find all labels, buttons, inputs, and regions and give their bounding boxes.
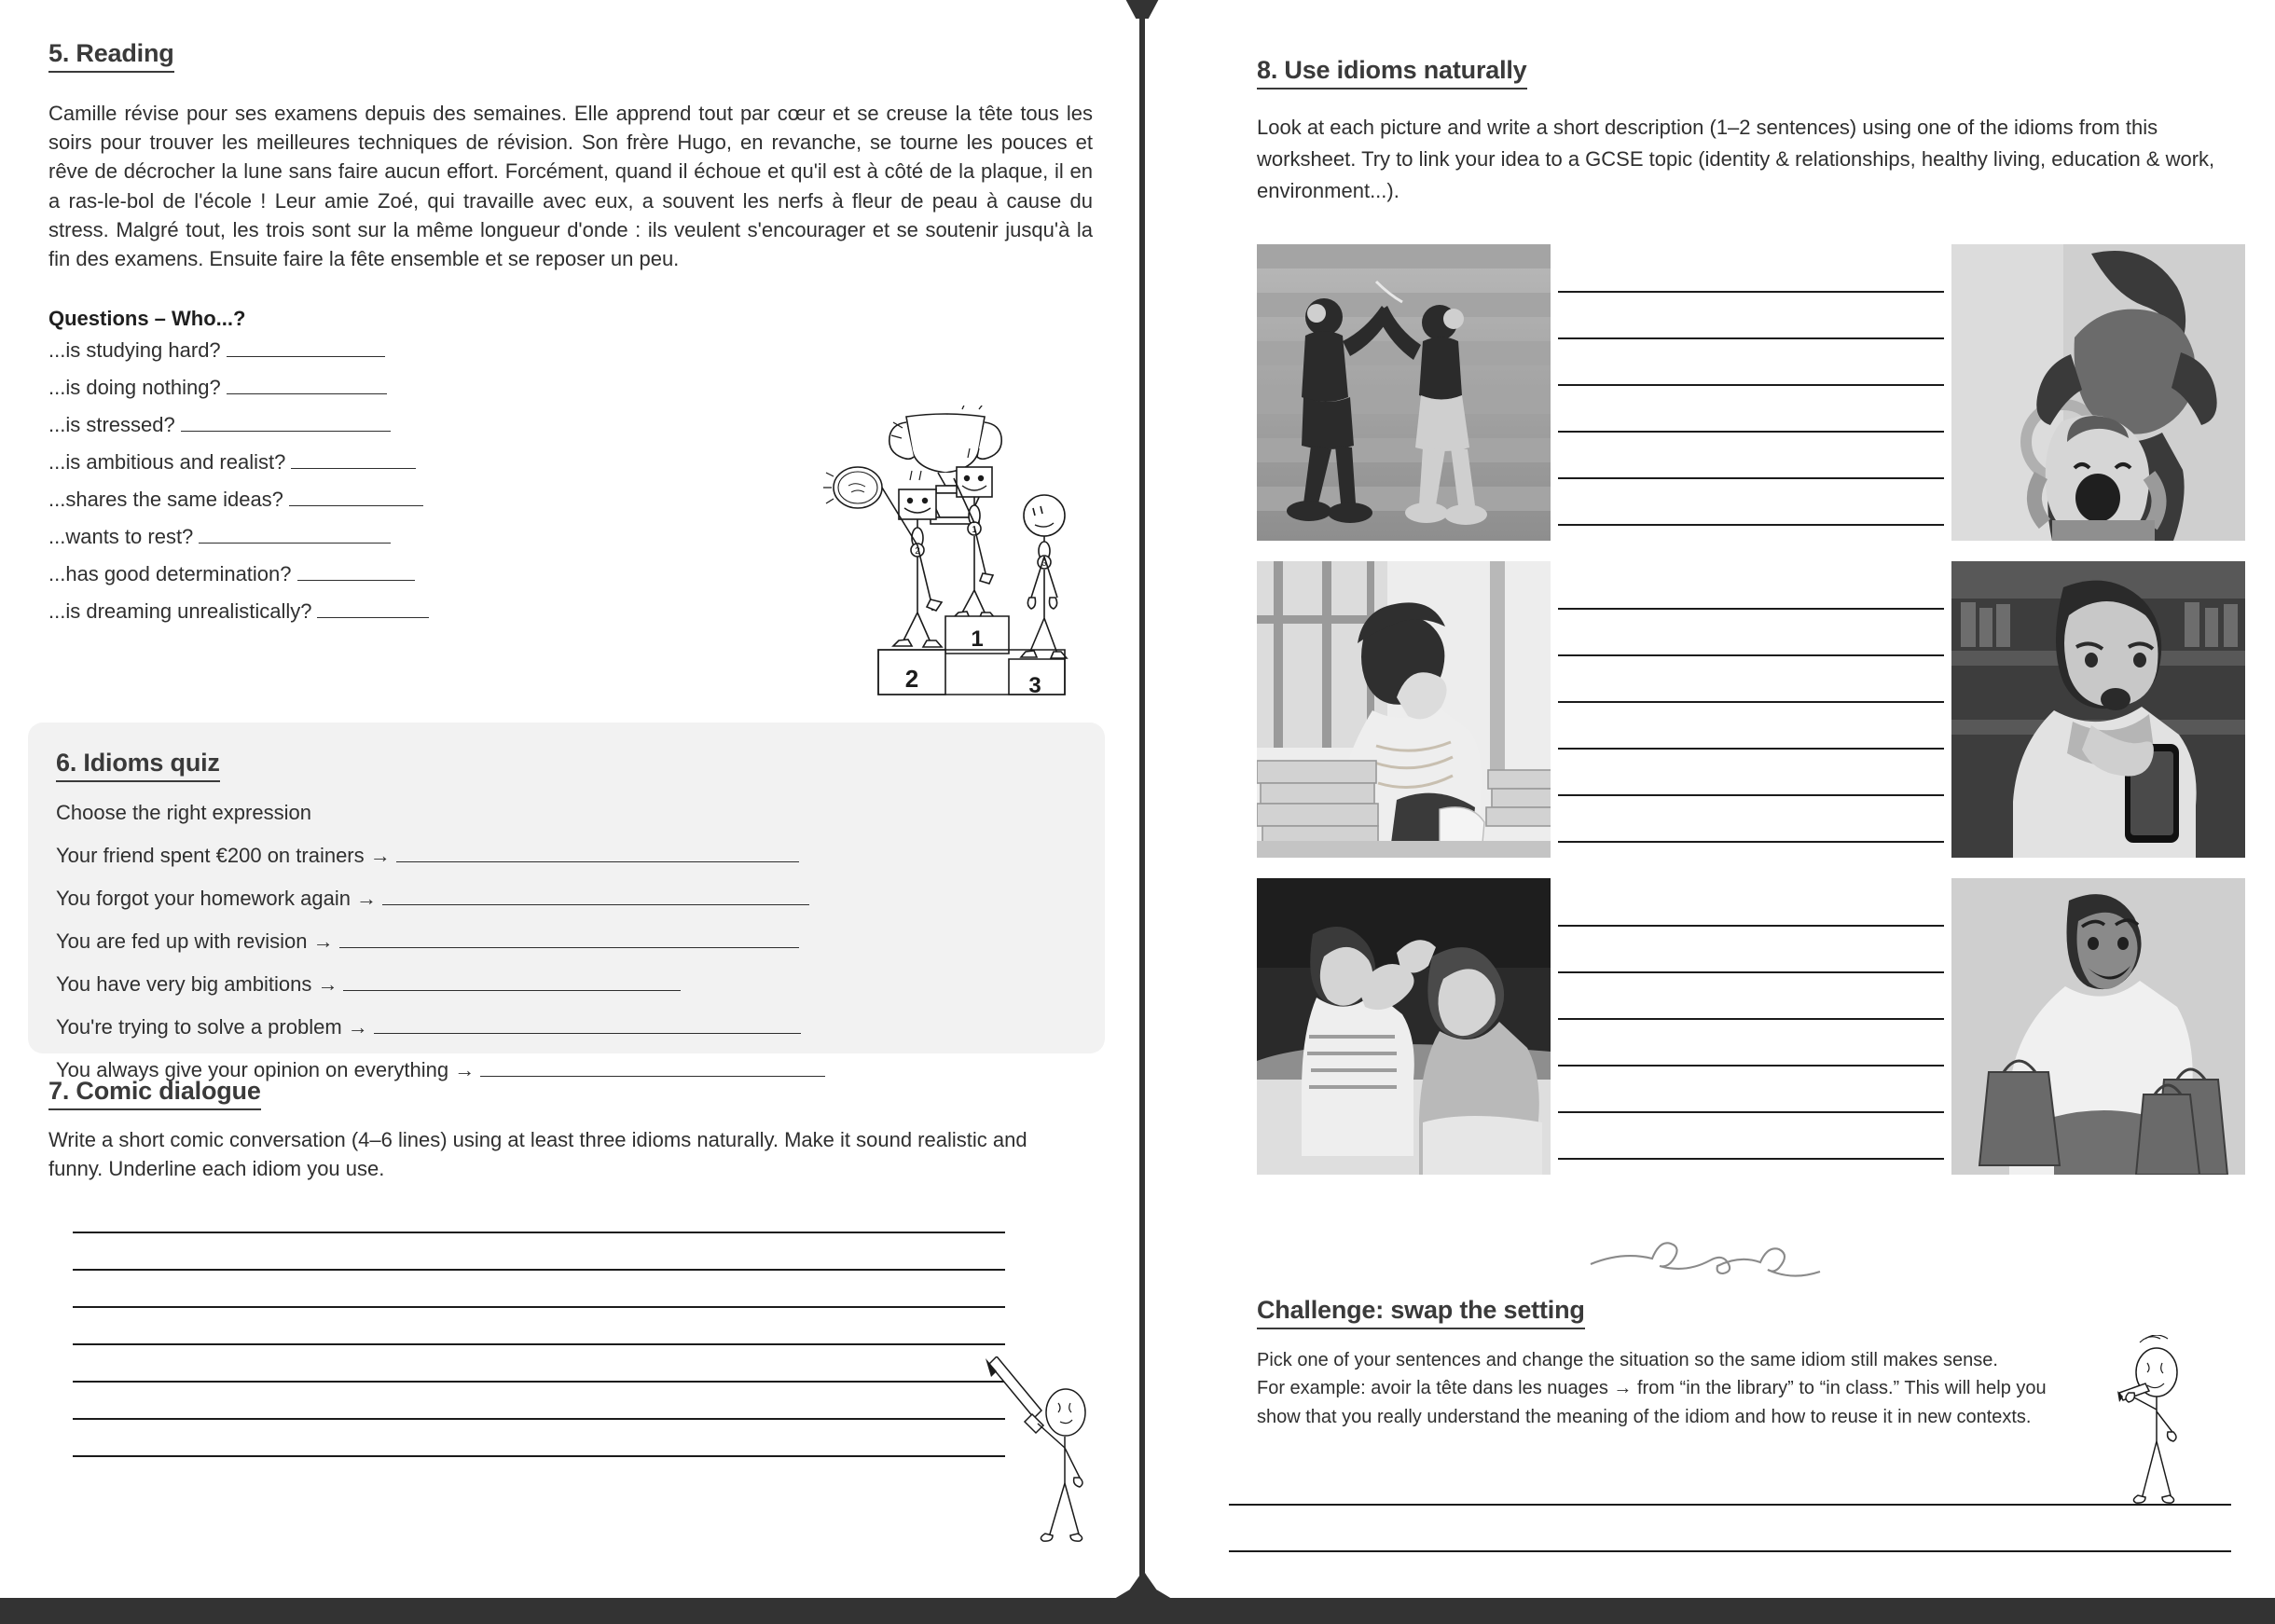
writing-line[interactable] [1558, 246, 1944, 293]
writing-line[interactable] [1558, 703, 1944, 750]
svg-text:2: 2 [915, 546, 920, 557]
podium-place-1: 1 [971, 626, 984, 652]
writing-line[interactable] [1229, 1459, 2231, 1506]
section-5-heading: 5. Reading [48, 39, 174, 73]
writing-line[interactable] [73, 1308, 1005, 1345]
quiz-item-label: You have very big ambitions → [56, 972, 338, 996]
quiz-item-label: Your friend spent €200 on trainers → [56, 844, 391, 867]
bottom-bar [0, 1598, 2275, 1624]
section-8-block [1257, 56, 2250, 207]
questions-heading: Questions – Who...? [48, 307, 246, 331]
writing-line[interactable] [1558, 479, 1944, 526]
writing-line[interactable] [1558, 796, 1944, 843]
question-label: ...shares the same ideas? [48, 488, 283, 512]
question-label: ...wants to rest? [48, 525, 194, 549]
quiz-answer-blank[interactable] [339, 933, 799, 948]
question-label: ...is doing nothing? [48, 376, 221, 400]
writing-line[interactable] [1558, 1020, 1944, 1067]
answer-blank[interactable] [199, 529, 391, 544]
section-7-instruction: Write a short comic conversation (4–6 lines) using at least three idioms naturally. Make it sound realistic and funny. Underline each idiom you use. [48, 1128, 1027, 1181]
answer-blank[interactable] [317, 603, 429, 618]
answer-blank[interactable] [297, 566, 415, 581]
svg-text:3: 3 [1041, 558, 1047, 568]
question-label: ...is studying hard? [48, 338, 221, 363]
writing-line[interactable] [1558, 750, 1944, 796]
quiz-answer-blank[interactable] [396, 847, 799, 862]
photo-daydreaming-student-books [1257, 561, 1551, 858]
photo-two-women-arguing [1257, 878, 1551, 1175]
picture-writing-grid [1257, 244, 2245, 1195]
section-7-writing-lines [73, 1196, 1005, 1457]
writing-line[interactable] [73, 1420, 1005, 1457]
quiz-answer-blank[interactable] [374, 1019, 801, 1034]
picture-row [1257, 244, 2245, 541]
writing-line[interactable] [1558, 1067, 1944, 1113]
svg-text:1: 1 [972, 525, 977, 535]
photo-man-with-shopping-bags [1951, 878, 2245, 1175]
podium-place-3: 3 [1028, 673, 1041, 698]
writing-line[interactable] [1558, 973, 1944, 1020]
section-6-subtitle: Choose the right expression [56, 801, 311, 824]
decorative-squiggle-divider [1585, 1240, 1902, 1277]
challenge-line-3: show that you really understand the meaning of the idiom and how to reuse it in new contexts. [1257, 1406, 2032, 1427]
question-label: ...is dreaming unrealistically? [48, 599, 312, 624]
photo-stressed-parent-crying-child [1951, 244, 2245, 541]
answer-blank[interactable] [291, 454, 416, 469]
challenge-section [1257, 1296, 2245, 1431]
challenge-line-2: For example: avoir la tête dans les nuages → from “in the library” to “in class.” This will help you [1257, 1378, 2047, 1399]
writing-line[interactable] [73, 1233, 1005, 1271]
writing-line[interactable] [73, 1345, 1005, 1383]
picture-row [1257, 878, 2245, 1175]
section-8-instruction: Look at each picture and write a short description (1–2 sentences) using one of the idioms from this worksheet. Try to link your idea to a GCSE topic (identity & relationships, healthy living, education & work, environment...). [1257, 116, 2215, 203]
section-8-heading: 8. Use idioms naturally [1257, 56, 1527, 89]
quiz-item-label: You forgot your homework again → [56, 887, 378, 910]
quiz-answer-blank[interactable] [480, 1062, 825, 1077]
challenge-line-1: Pick one of your sentences and change the situation so the same idiom still makes sense. [1257, 1350, 1998, 1370]
page-binding [1139, 0, 1145, 1624]
stick-figure-thinking [2103, 1335, 2205, 1512]
question-row [48, 378, 1093, 398]
quiz-item [56, 844, 1077, 868]
writing-line[interactable] [73, 1383, 1005, 1420]
challenge-heading: Challenge: swap the setting [1257, 1296, 1585, 1329]
question-label: ...is stressed? [48, 413, 175, 437]
picture-row [1257, 561, 2245, 858]
quiz-item [56, 887, 1077, 911]
writing-line[interactable] [1558, 339, 1944, 386]
answer-blank[interactable] [289, 491, 423, 506]
writing-line[interactable] [1558, 927, 1944, 973]
writing-line[interactable] [1558, 293, 1944, 339]
writing-line[interactable] [1558, 433, 1944, 479]
photo-shocked-man-with-phone [1951, 561, 2245, 858]
writing-line[interactable] [1558, 386, 1944, 433]
quiz-item [56, 1015, 1077, 1039]
quiz-item-label: You're trying to solve a problem → [56, 1015, 368, 1039]
row-3-writing-lines [1558, 878, 1944, 1160]
row-1-writing-lines [1558, 244, 1944, 526]
podium-place-2: 2 [904, 665, 919, 693]
section-6-idioms-quiz [28, 723, 1105, 1081]
question-label: ...has good determination? [48, 562, 292, 586]
challenge-writing-lines [1229, 1459, 2231, 1552]
writing-line[interactable] [1558, 1113, 1944, 1160]
writing-line[interactable] [73, 1196, 1005, 1233]
quiz-item [56, 972, 1077, 997]
quiz-answer-blank[interactable] [343, 976, 681, 991]
answer-blank[interactable] [227, 342, 385, 357]
answer-blank[interactable] [181, 417, 391, 432]
question-label: ...is ambitious and realist? [48, 450, 286, 475]
writing-line[interactable] [1558, 880, 1944, 927]
photo-high-five-athletes [1257, 244, 1551, 541]
section-7-comic-dialogue [48, 1077, 1093, 1183]
quiz-item [56, 929, 1077, 954]
question-row [48, 340, 1093, 361]
quiz-item-label: You always give your opinion on everything → [56, 1058, 476, 1081]
writing-line[interactable] [1558, 563, 1944, 610]
answer-blank[interactable] [227, 379, 387, 394]
quiz-answer-blank[interactable] [382, 890, 809, 905]
reading-paragraph: Camille révise pour ses examens depuis des semaines. Elle apprend tout par cœur et se creuse la tête tous les soirs pour trouver les meilleures techniques de révision. Son frère Hugo, en revanche, se tourne les pouces et rêve de décrocher la lune sans faire aucun effort. Forcément, quand il échoue et qu'il est à côté de la plaque, il en a ras-le-bol de l'école ! Leur amie Zoé, qui travaille avec eux, a souvent les nerfs à fleur de peau à cause du stress. Malgré tout, les trois sont sur la même longueur d'onde : ils veulent s'encourager et se soutenir jusqu'à la fin des examens. Ensuite faire la fête ensemble et se reposer un peu. [48, 102, 1093, 271]
section-7-heading: 7. Comic dialogue [48, 1077, 261, 1110]
writing-line[interactable] [1558, 610, 1944, 656]
writing-line[interactable] [1229, 1506, 2231, 1552]
stick-figure-with-pencil [984, 1356, 1105, 1543]
challenge-body [1257, 1346, 2245, 1431]
row-2-writing-lines [1558, 561, 1944, 843]
quiz-item-label: You are fed up with revision → [56, 929, 334, 953]
writing-line[interactable] [73, 1271, 1005, 1308]
section-6-heading: 6. Idioms quiz [56, 749, 220, 782]
writing-line[interactable] [1558, 656, 1944, 703]
podium-trophy-illustration [820, 406, 1091, 704]
